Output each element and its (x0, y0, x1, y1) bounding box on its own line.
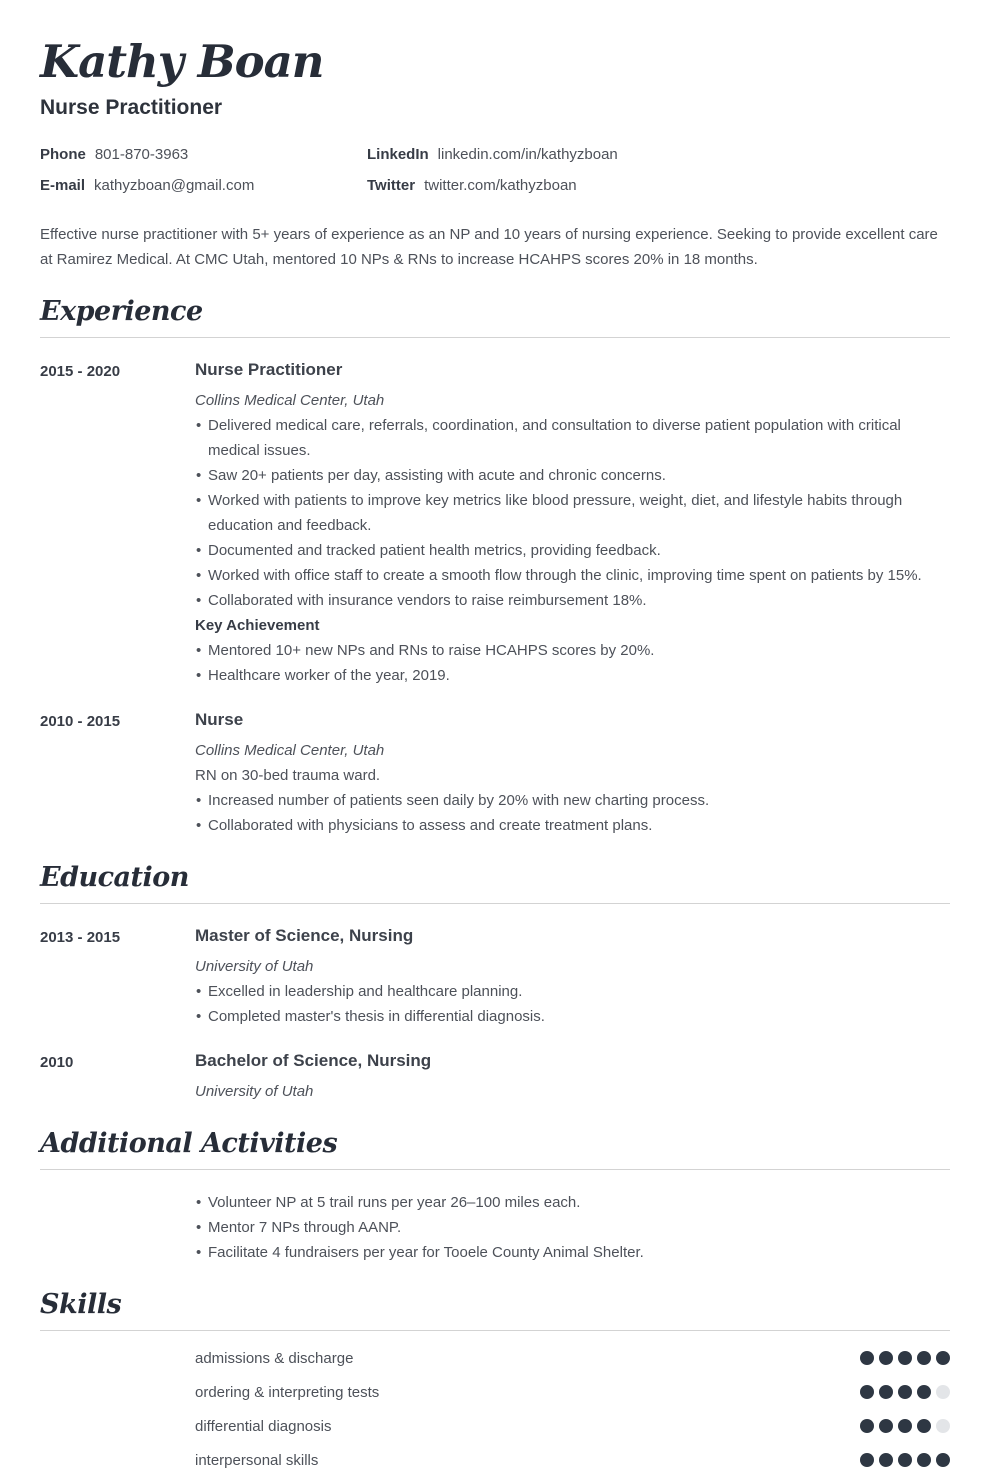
contact-twitter-label: Twitter (367, 177, 416, 194)
skill-dot-filled (879, 1351, 893, 1365)
resume-header (40, 36, 950, 194)
entry-bullet-list (195, 979, 950, 1029)
entry-subtitle: Collins Medical Center, Utah (195, 742, 385, 759)
entry-body (195, 1049, 950, 1104)
candidate-job-title: Nurse Practitioner (40, 96, 223, 119)
experience-entry (40, 338, 950, 688)
bullet-item: • Facilitate 4 fundraisers per year for Tooele County Animal Shelter. (195, 1240, 950, 1265)
skill-dot-filled (898, 1453, 912, 1467)
entry-body (195, 708, 950, 838)
contact-twitter (367, 177, 950, 194)
section-heading-skills: Skills (40, 1289, 122, 1320)
entry-subtitle: Collins Medical Center, Utah (195, 392, 385, 409)
activities-entry (40, 1170, 950, 1265)
entry-dates: 2010 (40, 1054, 74, 1071)
professional-summary: Effective nurse practitioner with 5+ years of experience as an NP and 10 years of nursing experience. Seeking to provide excellent care at Ramirez Medical. At CMC Utah, mentored 10 NPs & RNs to increase HCAHPS scores 20% in 18 months. (40, 226, 938, 268)
section-additional-activities (40, 1128, 950, 1265)
entry-dates: 2013 - 2015 (40, 929, 121, 946)
contact-email-value: kathyzboan@gmail.com (94, 177, 255, 194)
skill-label: differential diagnosis (195, 1417, 332, 1435)
skill-row (195, 1409, 950, 1443)
entry-dates: 2015 - 2020 (40, 363, 121, 380)
contact-info (40, 146, 950, 194)
skill-rating (855, 1419, 950, 1433)
entry-dates: 2010 - 2015 (40, 713, 121, 730)
entry-body (195, 358, 950, 688)
entry-note: RN on 30-bed trauma ward. (195, 767, 381, 784)
skill-label: admissions & discharge (195, 1349, 354, 1367)
skill-row (195, 1443, 950, 1477)
experience-entry (40, 688, 950, 838)
entry-bullet-list (195, 788, 950, 838)
contact-linkedin-value: linkedin.com/in/kathyzboan (437, 146, 618, 163)
skills-list (40, 1331, 950, 1477)
section-heading-activities: Additional Activities (40, 1128, 338, 1159)
section-heading-experience: Experience (40, 296, 203, 327)
skill-row (195, 1375, 950, 1409)
skill-label: ordering & interpreting tests (195, 1383, 380, 1401)
bullet-item: • Documented and tracked patient health metrics, providing feedback. (195, 538, 950, 563)
skill-dot-filled (917, 1351, 931, 1365)
skill-rating (855, 1351, 950, 1365)
skill-dot-filled (898, 1351, 912, 1365)
experience-entries (40, 338, 950, 838)
entry-title: Bachelor of Science, Nursing (195, 1051, 432, 1070)
section-experience (40, 296, 950, 838)
contact-phone (40, 146, 367, 163)
skill-dot-filled (936, 1351, 950, 1365)
skill-dot-filled (898, 1385, 912, 1399)
skill-dot-filled (898, 1419, 912, 1433)
contact-twitter-value: twitter.com/kathyzboan (424, 177, 577, 194)
bullet-item: • Mentored 10+ new NPs and RNs to raise HCAHPS scores by 20%. (195, 638, 950, 663)
entry-title: Master of Science, Nursing (195, 926, 414, 945)
bullet-item: • Mentor 7 NPs through AANP. (195, 1215, 950, 1240)
bullet-item: • Saw 20+ patients per day, assisting with acute and chronic concerns. (195, 463, 950, 488)
contact-phone-value: 801-870-3963 (94, 146, 189, 163)
skill-dot-filled (860, 1351, 874, 1365)
bullet-item: • Excelled in leadership and healthcare planning. (195, 979, 950, 1004)
bullet-item: • Completed master's thesis in differential diagnosis. (195, 1004, 950, 1029)
entry-subtitle: University of Utah (195, 1083, 314, 1100)
contact-email (40, 177, 367, 194)
skill-dot-filled (917, 1453, 931, 1467)
skill-dot-filled (879, 1453, 893, 1467)
skill-dot-filled (879, 1419, 893, 1433)
entry-bullet-list (195, 413, 950, 613)
skill-dot-filled (917, 1419, 931, 1433)
skill-dot-filled (860, 1419, 874, 1433)
entry-title: Nurse Practitioner (195, 360, 343, 379)
education-entry (40, 904, 950, 1029)
entry-subheading: Key Achievement (195, 617, 320, 634)
bullet-item: • Delivered medical care, referrals, coordination, and consultation to diverse patient population with critical medical issues. (195, 413, 950, 463)
activities-bullet-list (195, 1190, 950, 1265)
contact-linkedin-label: LinkedIn (367, 146, 429, 163)
bullet-item: • Healthcare worker of the year, 2019. (195, 663, 950, 688)
bullet-item: • Increased number of patients seen daily by 20% with new charting process. (195, 788, 950, 813)
skill-rating (855, 1453, 950, 1467)
skill-dot-empty (936, 1385, 950, 1399)
skill-row (195, 1341, 950, 1375)
section-heading-education: Education (40, 862, 189, 893)
entry-title: Nurse (195, 710, 244, 729)
skill-dot-filled (917, 1385, 931, 1399)
activities-spacer (40, 1190, 195, 1265)
bullet-item: • Worked with patients to improve key metrics like blood pressure, weight, diet, and lifestyle habits through education and feedback. (195, 488, 950, 538)
skill-dot-filled (860, 1453, 874, 1467)
skill-rating (855, 1385, 950, 1399)
skill-dot-filled (860, 1385, 874, 1399)
skill-label: interpersonal skills (195, 1451, 319, 1469)
contact-linkedin (367, 146, 950, 163)
entry-achievement-list (195, 638, 950, 688)
bullet-item: • Worked with office staff to create a smooth flow through the clinic, improving time spent on patients by 15%. (195, 563, 950, 588)
contact-email-label: E-mail (40, 177, 86, 194)
education-entries (40, 904, 950, 1104)
education-entry (40, 1029, 950, 1104)
bullet-item: • Collaborated with insurance vendors to raise reimbursement 18%. (195, 588, 950, 613)
entry-subtitle: University of Utah (195, 958, 314, 975)
candidate-name: Kathy Boan (40, 35, 324, 88)
section-skills (40, 1289, 950, 1477)
skill-dot-filled (879, 1385, 893, 1399)
bullet-item: • Collaborated with physicians to assess and create treatment plans. (195, 813, 950, 838)
skill-dot-empty (936, 1419, 950, 1433)
bullet-item: • Volunteer NP at 5 trail runs per year 26–100 miles each. (195, 1190, 950, 1215)
entry-body (195, 924, 950, 1029)
skill-dot-filled (936, 1453, 950, 1467)
section-education (40, 862, 950, 1104)
contact-phone-label: Phone (40, 146, 86, 163)
